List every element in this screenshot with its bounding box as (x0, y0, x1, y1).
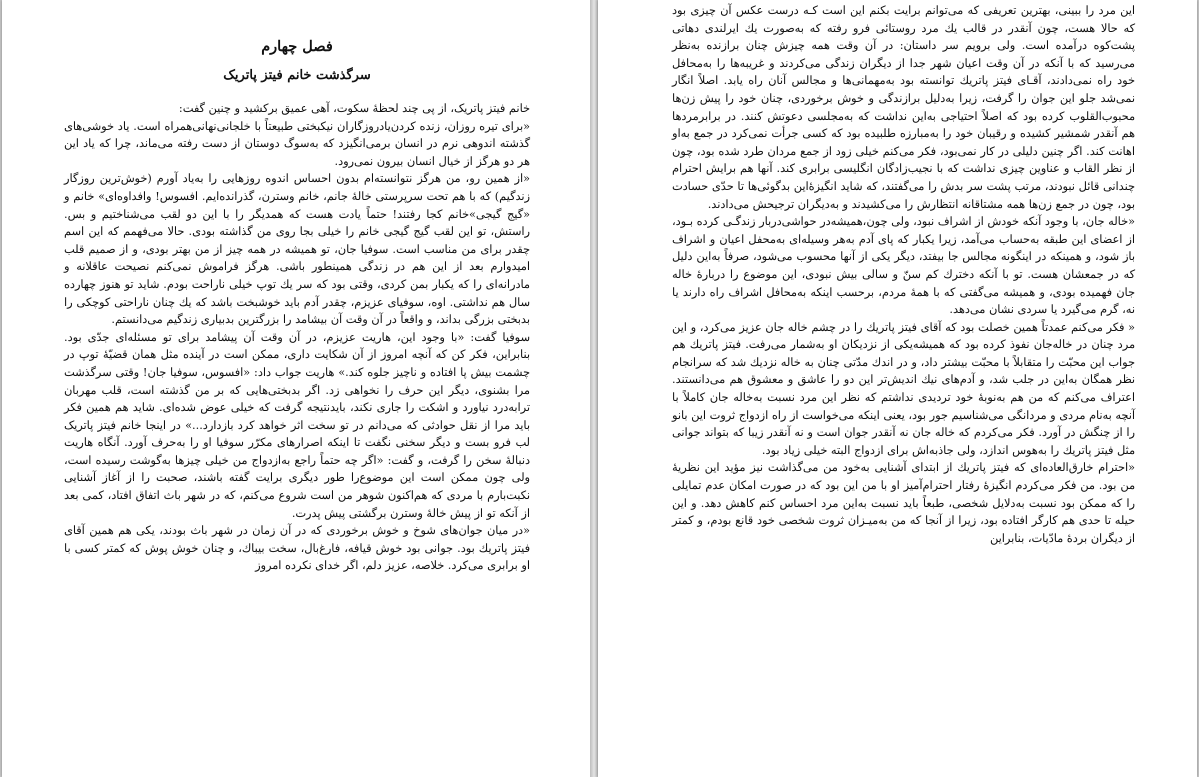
page-gutter (590, 0, 598, 777)
paragraph: خانم فیتز پاتریک، از پی چند لحظهٔ سکوت، آهی عمیق برکشید و چنین گفت: (178, 102, 530, 115)
paragraph: «احترام خارق‌العاده‌ای که فیتز پاتریك از ابتدای آشنایی به‌خود من می‌گذاشت نیز مؤید این نظریهٔ من بود. من فکر می‌کردم انگیزهٔ رفتار احترام‌آمیز او با من این بود که در صورت امکان عدم تمایلی را که ممکن بود نسبت به‌دلایل شخصی، طبعاً باید نسبت به‌این مرد احساس کنم کاهش دهد. و این حیله تا حدی هم کارگر افتاده بود، زیرا از آنجا که من به‌میـزان ثروت شخصی خود قانع بودم، و کمتر از دیگران بردهٔ مادّیات، بنابراین (672, 461, 1135, 545)
paragraph: « فکر می‌کنم عمدتاً همین خصلت بود که آقای فیتز پاتریك را در چشم خاله جان عزیز می‌کرد، و این مرد چنان در خاله‌جان نفوذ کرده بود که همیشه‌یکی از نزدیکان او به‌شمار می‌رفت. فیتز پاتریك هم جواب این محبّت را متقابلاً با محبّت بیشتر داد، و در اندك مدّتی چنان به خاله نزدیك شد که سرانجام نظر همگان به‌این در جلب شد، و آدم‌های نیك اندیش‌تر این دو را عاشق و معشوق هم می‌دانستند. اعتراف می‌کنم که من هم به‌نوبهٔ خود تردیدی نداشتم که نظر این مرد نسبت به‌خاله جان کاملاً با آنچه به‌نام مردی و مردانگی می‌شناسیم جور بود، یعنی اینکه می‌خواست از راه ازدواج ثروت این بانو را از چنگش در آورد. فکر می‌کردم که خاله جان نه آنقدر جوان است و نه آنقدر زیبا که بتواند جوانی مثل فیتز پاتریك را به‌هوس اندازد، ولی جاذبه‌اش برای ازدواج البته خیلی زیاد بود. (672, 320, 1135, 457)
paragraph: این مرد را ببینی، بهترین تعریفی که می‌توانم برایت بکنم این است کـه درست عکس آن چیزی بود که حالا هست، چون آنقدر در قالب یك مرد روستائی فرو رفته که به‌صورت یك ایرلندی دهاتی پشت‌کوه درآمده است. ولی برویم سر داستان: در آن وقت همه چیزش چنان برازنده به‌نظر می‌رسید که با آنکه در آن وقت اعیان شهر جدا از دیگران زندگی می‌کردند و غریبه‌ها را به‌محافل خود راه نمی‌دادند، آقـای فیتز پاتریك توانسته بود به‌مهمانی‌ها و مجالس آنان راه یابد. اصلاً انگار نمی‌شد جلو این جوان را گرفت، زیرا به‌دلیل برازندگی و خوش برخوردی، چنان خود را پیش زن‌ها محبوب‌القلوب کرده بود که اصلاً احتیاجی به‌این نداشت که به‌مجلسی دعوتش کنند. در برابرمردها هم آنقدر شمشیر کشیده و رقیبان خود را به‌مبارزه طلبیده بود که کسی جرأت نمی‌کرد در جمع به‌او اهانت کند. اگر چنین دلیلی در کار نمی‌بود، فکر می‌کنم خیلی زود از جمع مردان طرد شده بود، چون از نظر القاب و عناوین چیزی نداشت که با نجیب‌زادگان انگلیسی برابری کند. آنها هم برایش احترام چندانی قائل نبودند، مرتب پشت سر بدش را می‌گفتند، که شاید انگیزهٔ‌این بدگوئی‌ها تا حدّی حسادت بود، چون در جمع زن‌ها همه مشتاقانه انتظارش را می‌کشیدند و به‌دیگران ترجیحش می‌دادند. (672, 4, 1135, 211)
right-page (598, 0, 1197, 777)
paragraph: «برای تیره روزان، زنده کردن‌یادروزگاران نیکبختی طبیعتاً با خلجانی‌نهانی‌همراه است. یاد خوشی‌های گذشته اندوهی نرم در انسان برمی‌انگیزد که به‌سوگ دوستان از دست رفته می‌ماند، چرا که یاد این هر دو هرگز از خیال انسان بیرون نمی‌رود. (64, 119, 530, 168)
left-page (2, 0, 590, 777)
paragraph: «خاله جان، با وجود آنکه خودش از اشراف نبود، ولی چون،همیشه‌در حواشی‌دربار زندگـی کرده بـود، از اعضای این طبقه به‌حساب می‌آمد، زیرا یکبار که پای آدم به‌هر وسیله‌ای به‌محفل اعیان و اشراف باز شود، و همینکه در اینگونه مجالس جا بیفتد، دیگر یکی از آنها محسوب می‌شود، صرفاً به‌این دلیل که در جمعشان هست. تو با آنکه دخترك کم سنّ و سالی بیش نبودی، این موضوع را دربارهٔ خاله جان فهمیده بودی، و همیشه می‌گفتی که با همهٔ مردم، برحسب اینکه به‌محافل اشراف راه دارند یا نه، گرم می‌گیرد یا سردی نشان می‌دهد. (672, 215, 1135, 317)
paragraph: «از همین رو، من هرگز نتوانسته‌ام بدون احساس اندوه روزهایی را به‌یاد آورم (خوش‌ترین روزگار زندگیم) که با هم تحت سرپرستی خالهٔ جانم، خانم وسترن، گذرانده‌ایم. افسوس! وافداوه‌ای» خانم و «گیج گیجی»خانم کجا رفتند! حتماً یادت هست که همدیگر را با این دو لقب می‌شناختیم و بس. راستش، تو این لقب گیج گیجی خانم را خیلی بجا روی من گذاشته بودی. حالا می‌فهمم که این اسم چقدر برای من مناسب است. سوفیا جان، تو همیشه در همه چیز از من بهتر بودی، و از صمیم قلب امیدوارم بعد از این هم در زندگی همینطور باشی. هرگز فراموش نمی‌کنم نصیحت عاقلانه و مادرانه‌ای را که یکبار بمن کردی، وقتی بود که سر یك توپ خیلی ناراحت بودم. شاید تو هنوز چهارده سال هم نداشتی. اوه، سوفیای عزیزم، چقدر آدم باید خوشبخت باشد که یك چنان ناراحتی کوچکی را بدبختی بزرگی بداند، و واقعاً در آن وقت آن بیشامد را بزرگترین بدبیاری زندگیم می‌دانستم. (64, 172, 530, 327)
paragraph: «در میان جوان‌های شوخ و خوش برخوردی که در آن زمان در شهر باث بودند، یکی هم همین آقای فیتز پاتریك بود. جوانی بود خوش قیافه، فارغ‌بال، سخت بیباك، و چنان خوش پوش که کمتر کسی با او برابری می‌کرد. خلاصه، عزیز دلم، اگر خدای نکرده امروز (64, 524, 530, 573)
left-page-text (64, 36, 530, 575)
chapter-subtitle: سرگذشت خانم فیتز پاتریک (223, 68, 371, 83)
paragraph: سوفیا گفت: «با وجود این، هاریت عزیزم، در آن وقت آن پیشامد برای تو مسئله‌ای جدّی بود. بنابراین، فکر کن که آنچه امروز از آن شکایت داری، ممکن است در آینده مثل همان قضیّهٔ توپ در چشمت بیش پا افتاده و ناچیز جلوه کند.» هاریت جواب داد: «افسوس، سوفیا جان! وقتی سرگذشت مرا بشنوی، دیگر این حرف را نخواهی زد. اگر بدبختی‌هایی که بر من گذشته است، قلب مهربان ترابه‌درد نیاورد و اشکت را جاری نکند، بایدنتیجه گرفت که خیلی عوض شده‌ای. شاید هم همین فکر باید مرا از نقل حوادثی که می‌دانم در تو سخت اثر خواهد کرد بازدارد...» در اینجا خانم فیتز پاتریک لب فرو بست و دیگر سخنی نگفت تا اینکه اصرارهای مکرّر سوفیا او را به‌حرف آورد. آنگاه هاریت دنبالهٔ سخن را گرفت، و گفت: «اگر چه حتماً راجع به‌ازدواج من خیلی چیزها به‌گوشت رسیده است، ولی چون ممکن است این موضوع‌را طور دیگری برایت گفته باشند، صحبت را از آغاز آشنایی نکبت‌بارم با مردی که هم‌اکنون شوهر من است شروع می‌کنم، که در شهر باث اتفاق افتاد، کمی بعد از آنکه تو از پیش خالهٔ وسترن برگشتی پیش پدرت. (64, 330, 530, 520)
chapter-title: فصل چهارم (261, 38, 333, 55)
right-page-text (672, 2, 1135, 547)
